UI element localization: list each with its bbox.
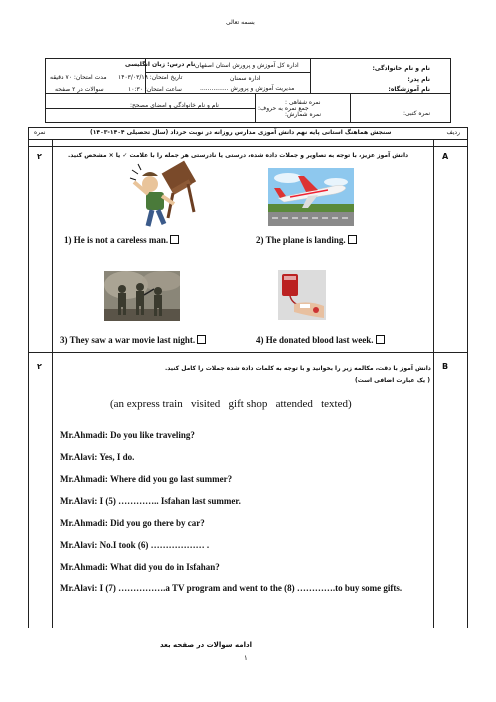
soldiers-war-image <box>104 271 180 321</box>
statement-1-text: 1) He is not a careless man. <box>64 235 169 245</box>
airplane-image <box>268 168 354 226</box>
question-b-instruction: دانش آموز با دقت، مکالمه زیر را بخوانید و با توجه به کلمات داده شده جملات را کامل کنید. <box>165 365 431 372</box>
statement-3-checkbox[interactable] <box>197 335 206 344</box>
department-line3: مدیریت آموزش و پرورش ............... <box>200 85 295 92</box>
exam-pages: سوالات در ۲ صفحه <box>55 86 104 93</box>
page-number: ۱ <box>244 654 248 662</box>
course-name: نام درس: زبان انگلیسی <box>125 61 196 68</box>
statement-1-checkbox[interactable] <box>170 235 179 244</box>
serial-score-label: نمره شمارش: <box>285 111 322 118</box>
question-b-row: B <box>442 362 449 371</box>
exam-time: ساعت امتحان: ۱۰:۳۰ <box>128 86 182 93</box>
dialogue-line-5: Mr.Ahmadi: Did you go there by car? <box>60 518 205 528</box>
statement-4 <box>256 335 385 345</box>
question-a-score: ۲ <box>37 152 42 161</box>
blood-donation-image <box>278 270 326 320</box>
question-a-row: A <box>442 152 449 161</box>
statement-2-text: 2) The plane is landing. <box>256 235 346 245</box>
continue-note: ادامه سوالات در صفحه بعد <box>160 641 252 649</box>
word-bank: (an express train visited gift shop attended texted) <box>110 398 352 410</box>
dialogue-line-1: Mr.Ahmadi: Do you like traveling? <box>60 430 195 440</box>
dialogue-line-4: Mr.Alavi: I (5) ………….. Isfahan last summer. <box>60 496 241 506</box>
school-name-label: نام آموزشگاه: <box>388 86 430 93</box>
statement-2 <box>256 235 357 245</box>
score-label: نمره کتبی: <box>403 110 430 117</box>
department-line2: اداره سمنان <box>230 75 261 82</box>
row-header: ردیف <box>446 129 460 136</box>
exam-date: تاریخ امتحان: ۱۴۰۳/۰۳/۱۹ <box>118 74 183 81</box>
dialogue-line-2: Mr.Alavi: Yes, I do. <box>60 452 135 462</box>
statement-4-text: 4) He donated blood last week. <box>256 335 374 345</box>
teacher-signature-label: نام و نام خانوادگی و امضای مصحح: <box>130 102 219 109</box>
statement-1 <box>64 235 179 245</box>
statement-3 <box>60 335 206 345</box>
father-name-label: نام پدر: <box>407 76 430 83</box>
score-in-letters-label: جمع نمره به حروف: <box>258 105 309 112</box>
statement-2-checkbox[interactable] <box>348 235 357 244</box>
exam-title: سنجش هماهنگ استانی پایه نهم دانش آموزی مدارس روزانه در نوبت خرداد (سال تحصیلی ۱۴۰۴-۱۴۰۳) <box>90 129 392 136</box>
dialogue-line-8: Mr.Alavi: I (7) …………….a TV program and went to the (8) ………….to buy some gifts. <box>60 583 403 593</box>
department-line1: اداره کل آموزش و پرورش استان اصفهان <box>195 62 299 69</box>
question-b-note: ( یک عبارت اضافی است) <box>355 377 430 384</box>
falling-man-chair-image <box>128 160 203 230</box>
dialogue-line-3: Mr.Ahmadi: Where did you go last summer? <box>60 474 233 484</box>
statement-4-checkbox[interactable] <box>376 335 385 344</box>
student-name-label: نام و نام خانوادگی: <box>372 65 430 72</box>
statement-3-text: 3) They saw a war movie last night. <box>60 335 196 345</box>
top-label: بسمه تعالی <box>226 19 255 26</box>
dialogue-line-6: Mr.Alavi: No.I took (6) ……………… . <box>60 540 210 550</box>
dialogue-line-7: Mr.Ahmadi: What did you do in Isfahan? <box>60 562 220 572</box>
question-a-instruction: دانش آموز عزیز، با توجه به تصاویر و جملات داده شده، درستی یا نادرستی هر جمله را با علامت ✓ یا × مشخص کنید. <box>68 152 409 159</box>
score-header: نمره <box>34 129 46 136</box>
exam-duration: مدت امتحان: ۷۰ دقیقه <box>50 74 107 81</box>
question-b-score: ۲ <box>37 362 42 371</box>
oral-score-label: نمره شفاهی : <box>285 99 321 106</box>
